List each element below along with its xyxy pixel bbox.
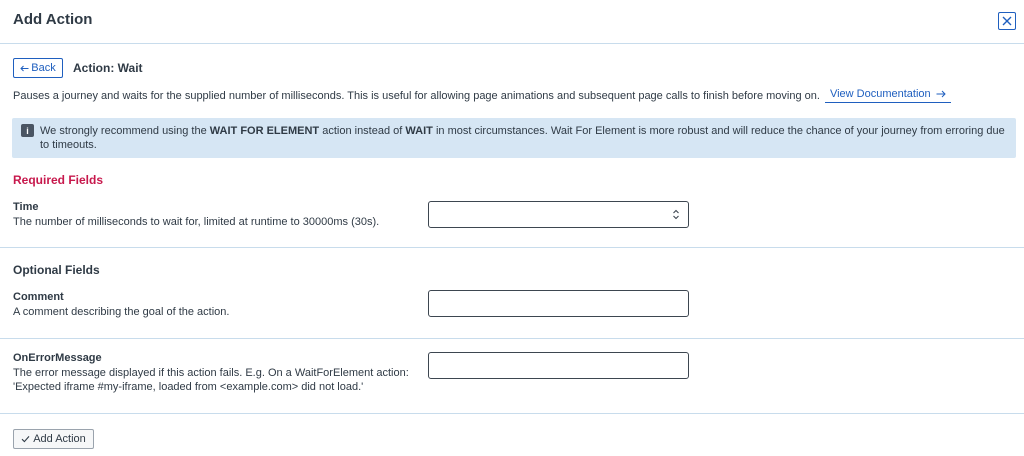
comment-label: Comment — [13, 291, 64, 303]
close-icon — [1002, 16, 1012, 26]
time-input[interactable] — [428, 201, 689, 228]
view-documentation-link[interactable] — [825, 88, 951, 103]
info-icon: i — [21, 124, 34, 137]
comment-input[interactable] — [428, 290, 689, 317]
on-error-message-label: OnErrorMessage — [13, 352, 102, 364]
description-text: Pauses a journey and waits for the supplied number of milliseconds. This is useful for allowing page animations and subsequent page calls to finish before moving on. — [13, 89, 820, 102]
back-label: Back — [31, 62, 56, 74]
add-action-button[interactable] — [13, 429, 94, 449]
action-title: Action: Wait — [73, 61, 143, 75]
stepper-icon[interactable] — [672, 209, 680, 220]
comment-help: A comment describing the goal of the action. — [13, 306, 230, 318]
arrow-right-icon — [936, 90, 946, 98]
close-button[interactable] — [998, 12, 1016, 30]
footer-divider — [0, 413, 1024, 414]
modal-title: Add Action — [13, 11, 93, 28]
section-divider — [0, 247, 1024, 248]
field-divider — [0, 338, 1024, 339]
time-label: Time — [13, 201, 39, 213]
doc-link-label: View Documentation — [829, 88, 931, 100]
info-text: We strongly recommend using the WAIT FOR ELEMENT action instead of WAIT in most circumstances. Wait For Element is more robust and will reduce the chance of your journey from erroring due to timeouts. — [40, 125, 1005, 151]
arrow-left-icon — [20, 65, 29, 72]
optional-fields-heading: Optional Fields — [13, 263, 100, 277]
modal-header — [0, 0, 1024, 44]
on-error-message-help: The error message displayed if this action fails. E.g. On a WaitForElement action: 'Expected iframe #my-iframe, loaded from <example.com> did not load.' — [13, 367, 409, 393]
action-description — [13, 88, 951, 103]
required-fields-heading: Required Fields — [13, 173, 104, 187]
check-icon — [21, 435, 30, 443]
on-error-message-input[interactable] — [428, 352, 689, 379]
add-action-label: Add Action — [33, 433, 86, 445]
info-callout — [12, 118, 1016, 158]
time-help: The number of milliseconds to wait for, limited at runtime to 30000ms (30s). — [13, 216, 380, 228]
back-button[interactable] — [13, 58, 63, 78]
